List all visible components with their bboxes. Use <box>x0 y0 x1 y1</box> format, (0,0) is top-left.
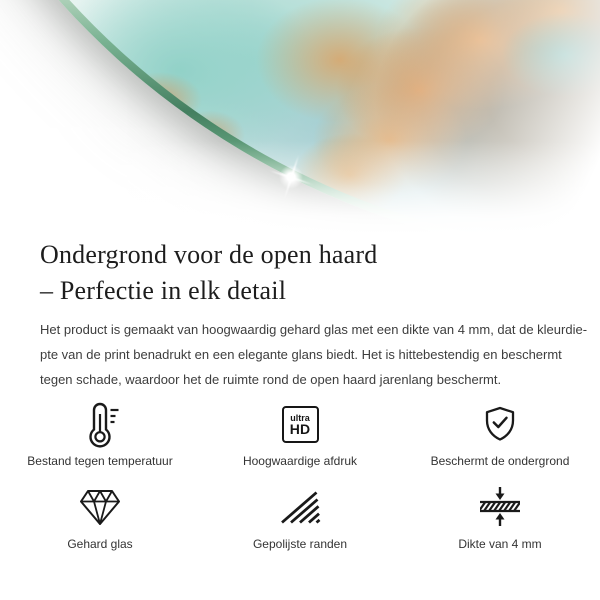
feature-label: Gepolijste randen <box>252 537 348 551</box>
ultra-hd-icon-text-top: ultra <box>290 412 310 423</box>
page-title-line1: Ondergrond voor de open haard <box>40 240 378 269</box>
feature-label: Beschermt de ondergrond <box>430 454 570 468</box>
product-description <box>0 317 600 392</box>
description-line: pte van de print benadrukt en een elegante glans biedt. Het is hittebestendig en beschermt <box>40 347 562 362</box>
thermometer-icon <box>77 400 123 448</box>
feature-protects-floor <box>400 400 600 469</box>
feature-label: Dikte van 4 mm <box>458 537 542 551</box>
description-line: Het product is gemaakt van hoogwaardig gehard glas met een dikte van 4 mm, dat de kleurdie- <box>40 322 588 337</box>
features-grid <box>0 400 600 552</box>
polished-edges-icon <box>279 483 321 531</box>
page-title-line2: – Perfectie in elk detail <box>40 276 287 305</box>
shield-check-icon <box>483 400 517 448</box>
ultra-hd-icon-text-bottom: HD <box>289 420 311 437</box>
compressed-thickness-icon <box>477 483 523 531</box>
feature-print-quality <box>200 400 400 469</box>
feature-label: Gehard glas <box>67 537 133 551</box>
product-image <box>0 0 600 235</box>
description-line: tegen schade, waardoor het de ruimte rond de open haard jarenlang beschermt. <box>40 372 502 387</box>
feature-thickness <box>400 483 600 552</box>
feature-polished-edges <box>200 483 400 552</box>
ultra-hd-icon <box>282 400 319 448</box>
page-title <box>0 237 600 309</box>
feature-temperature-resistant <box>0 400 200 469</box>
feature-label: Bestand tegen temperatuur <box>27 454 173 468</box>
diamond-icon <box>77 483 123 531</box>
feature-label: Hoogwaardige afdruk <box>242 454 358 468</box>
feature-tempered-glass <box>0 483 200 552</box>
